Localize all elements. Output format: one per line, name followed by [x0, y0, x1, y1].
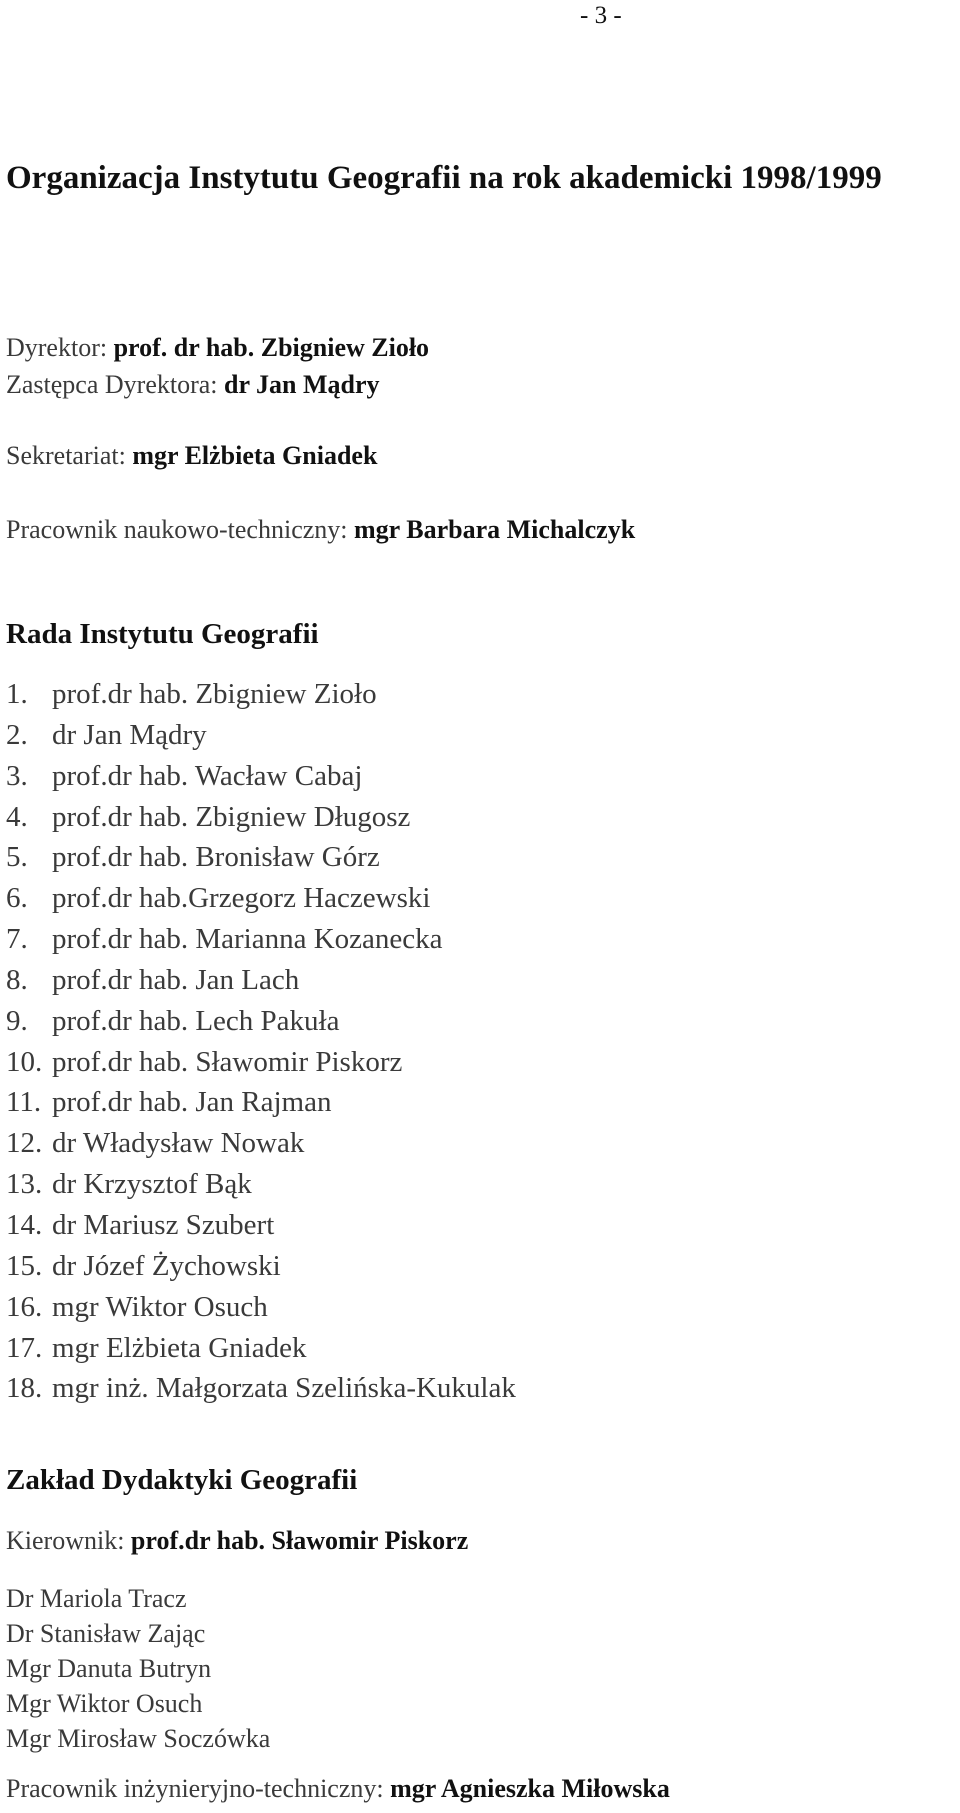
department-head-label: Kierownik:: [6, 1526, 125, 1555]
member-name: prof.dr hab. Wacław Cabaj: [52, 759, 363, 792]
technical-staff-label: Pracownik naukowo-techniczny:: [6, 515, 348, 544]
list-item: [6, 1287, 516, 1328]
item-number: 4.: [6, 800, 28, 833]
list-item: [6, 1164, 516, 1205]
department-head-name: prof.dr hab. Sławomir Piskorz: [130, 1526, 469, 1555]
list-item: [6, 919, 516, 960]
secretariat-label: Sekretariat:: [6, 441, 126, 470]
item-number: 14.: [6, 1208, 43, 1241]
item-number: 6.: [6, 882, 28, 915]
member-name: dr Krzysztof Bąk: [52, 1168, 252, 1201]
member-name: mgr Wiktor Osuch: [52, 1290, 268, 1323]
item-number: 18.: [6, 1372, 43, 1405]
member-name: mgr Elżbieta Gniadek: [52, 1331, 307, 1364]
department-head-line: [6, 1526, 468, 1556]
member-name: dr Józef Żychowski: [52, 1249, 281, 1282]
council-member-list: [6, 674, 516, 1409]
list-item: Mgr Danuta Butryn: [6, 1654, 212, 1683]
list-item: [6, 878, 516, 919]
item-number: 7.: [6, 923, 28, 956]
item-number: 10.: [6, 1045, 43, 1078]
member-name: dr Jan Mądry: [52, 718, 207, 751]
technical-staff-name: mgr Barbara Michalczyk: [354, 515, 636, 544]
list-item: [6, 674, 516, 715]
list-item: [6, 1368, 516, 1409]
list-item: Dr Mariola Tracz: [6, 1584, 187, 1613]
council-heading: Rada Instytutu Geografii: [6, 618, 319, 650]
secretariat-line: [6, 441, 377, 471]
item-number: 9.: [6, 1004, 28, 1037]
item-number: 12.: [6, 1127, 43, 1160]
member-name: prof.dr hab. Jan Lach: [52, 963, 300, 996]
list-item: [6, 837, 516, 878]
list-item: Dr Stanisław Zając: [6, 1619, 206, 1648]
item-number: 15.: [6, 1249, 43, 1282]
technical-staff-line: [6, 515, 635, 545]
item-number: 8.: [6, 963, 28, 996]
item-number: 13.: [6, 1168, 43, 1201]
department-heading: Zakład Dydaktyki Geografii: [6, 1464, 358, 1496]
member-name: prof.dr hab. Bronisław Górz: [52, 841, 380, 874]
item-number: 16.: [6, 1290, 43, 1323]
member-name: mgr inż. Małgorzata Szelińska-Kukulak: [52, 1372, 516, 1405]
item-number: 5.: [6, 841, 28, 874]
secretariat-name: mgr Elżbieta Gniadek: [132, 441, 378, 470]
list-item: [6, 1001, 516, 1042]
item-number: 2.: [6, 718, 28, 751]
item-number: 11.: [6, 1086, 42, 1119]
list-item: [6, 715, 516, 756]
list-item: [6, 797, 516, 838]
list-item: [6, 756, 516, 797]
member-name: prof.dr hab. Marianna Kozanecka: [52, 923, 443, 956]
item-number: 1.: [6, 678, 28, 710]
list-item: [6, 1328, 516, 1369]
director-name: prof. dr hab. Zbigniew Zioło: [113, 333, 430, 362]
director-label: Dyrektor:: [6, 333, 108, 362]
list-item: [6, 1042, 516, 1083]
list-item: [6, 1246, 516, 1287]
member-name: dr Mariusz Szubert: [52, 1208, 275, 1241]
list-item: Mgr Wiktor Osuch: [6, 1689, 203, 1718]
member-name: dr Władysław Nowak: [52, 1127, 305, 1160]
engineer-line: [6, 1774, 670, 1804]
member-name: prof.dr hab. Jan Rajman: [52, 1086, 332, 1119]
director-line: [6, 333, 429, 363]
deputy-line: [6, 370, 380, 400]
list-item: Mgr Mirosław Soczówka: [6, 1724, 271, 1753]
engineer-label: Pracownik inżynieryjno-techniczny:: [6, 1774, 384, 1803]
item-number: 3.: [6, 759, 28, 792]
department-staff-list: [6, 1581, 270, 1756]
member-name: prof.dr hab. Sławomir Piskorz: [52, 1045, 403, 1078]
member-name: prof.dr hab. Zbigniew Zioło: [52, 678, 377, 710]
list-item: [6, 1123, 516, 1164]
list-item: [6, 960, 516, 1001]
engineer-name: mgr Agnieszka Miłowska: [390, 1774, 670, 1803]
page-title: Organizacja Instytutu Geografii na rok akademicki 1998/1999: [6, 160, 882, 196]
item-number: 17.: [6, 1331, 43, 1364]
list-item: [6, 1205, 516, 1246]
member-name: prof.dr hab. Zbigniew Długosz: [52, 800, 411, 833]
member-name: prof.dr hab.Grzegorz Haczewski: [52, 882, 431, 915]
list-item: [6, 1082, 516, 1123]
deputy-label: Zastępca Dyrektora:: [6, 370, 218, 399]
page-number: - 3 -: [580, 2, 622, 29]
deputy-name: dr Jan Mądry: [224, 370, 380, 399]
member-name: prof.dr hab. Lech Pakuła: [52, 1004, 340, 1037]
